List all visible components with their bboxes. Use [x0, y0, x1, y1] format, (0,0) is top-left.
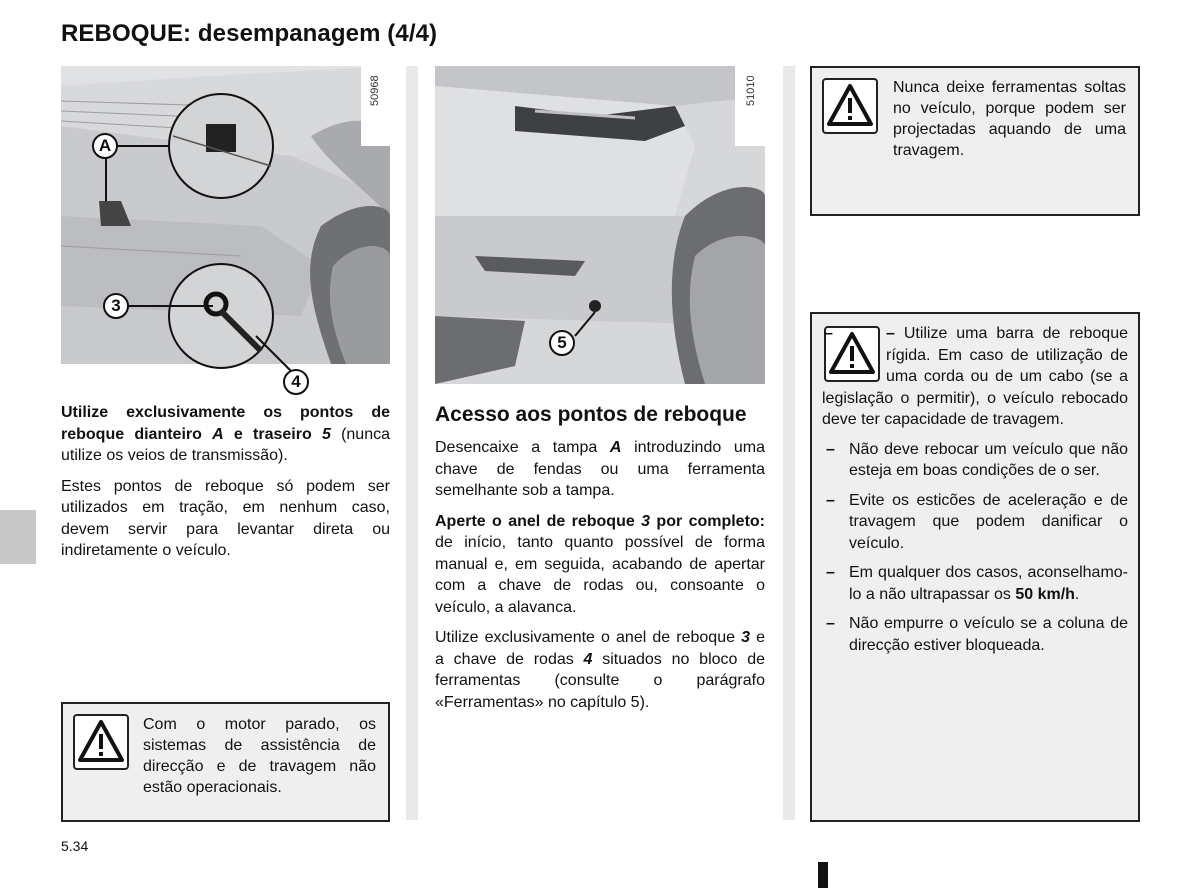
text-run: 3 [641, 512, 651, 530]
column-separator [783, 66, 795, 820]
page-number: 5.34 [61, 838, 89, 854]
text-run: A [609, 439, 622, 456]
list-item: – Não empurre o veículo se a coluna de direcção estiver bloqueada. [824, 613, 1128, 656]
section-heading: Acesso aos pontos de reboque [435, 403, 747, 426]
text-run: (nunca utilize os veios de transmissão). [61, 425, 390, 464]
figure-label-a: A [92, 133, 118, 159]
text-run: Aperte o anel de reboque [435, 512, 642, 530]
section-tab [0, 510, 36, 564]
tighten-paragraph [435, 511, 765, 619]
text-run: . [1074, 585, 1080, 603]
warning-box-loose-tools [810, 66, 1140, 216]
front-tow-figure [61, 66, 390, 391]
intro-paragraph [61, 402, 390, 467]
figure-number: 50968 [369, 75, 381, 106]
text-run: introduzindo uma chave de fendas ou uma ferramenta semelhante sob a tampa. [435, 439, 765, 499]
text-run: Utilize uma barra de reboque rígida. Em caso de utilização de uma corda ou de um cabo (se a legislação o permitir), o veículo rebocado deve ter capacidade de travagem. [822, 325, 1128, 428]
list-item: – Evite os esticões de aceleração e de travagem que podem danificar o veículo. [824, 490, 1128, 555]
text-run: Desencaixe a tampa [435, 439, 610, 456]
middle-column-text [435, 402, 765, 722]
left-column-text [61, 402, 390, 571]
text-run: situados no bloco de ferramentas (consulte o parágrafo «Ferramentas» no capítulo 5). [435, 650, 765, 711]
traction-paragraph: Estes pontos de reboque só podem ser utilizados em tração, em nenhum caso, devem servir para levantar direta ou indiretamente o veículo. [61, 477, 390, 559]
figure-label-4: 4 [283, 369, 309, 395]
list-item: – – Utilize uma barra de reboque rígida. Em caso de utilização de uma corda ou de um cabo (se a legislação o permitir), o veículo rebocado deve ter capacidade de travagem. [822, 323, 1128, 431]
warning-box-towing-rules [810, 312, 1140, 822]
text-run: e a chave de rodas [435, 629, 766, 668]
figure-label-3: 3 [103, 293, 129, 319]
text-run: Utilize exclusivamente os pontos de reboque dianteiro [61, 404, 390, 443]
tools-paragraph [435, 627, 765, 713]
text-run: 5 [321, 425, 331, 443]
text-run: 4 [583, 650, 593, 668]
warning-icon [73, 714, 129, 770]
warning-text: Nunca deixe ferramentas soltas no veículo, porque podem ser projectadas aquando de uma travagem. [893, 79, 1126, 159]
warning-box-engine-off [61, 702, 390, 822]
page-marker [818, 862, 828, 888]
front-car-illustration [61, 66, 390, 364]
figure-number: 51010 [745, 75, 757, 106]
page-title: REBOQUE: desempanagem (4/4) [61, 20, 438, 47]
warning-icon [822, 78, 878, 134]
text-run: 50 km/h [1015, 585, 1075, 603]
towing-rules-list [824, 323, 1128, 664]
figure-label-5: 5 [549, 330, 575, 356]
text-run: e traseiro [223, 425, 322, 443]
access-paragraph [435, 437, 765, 502]
column-separator [406, 66, 418, 820]
text-run: A [212, 425, 224, 443]
list-item [824, 562, 1128, 605]
text-run: Utilize exclusivamente o anel de reboque [435, 629, 742, 646]
text-run: por completo: [650, 512, 766, 530]
text-run: de início, tanto quanto possível de forma manual e, em seguida, acabando de apertar com a chave de rodas ou, consoante o veículo, a alavanca. [435, 534, 765, 616]
text-run: Em qualquer dos casos, aconselhamo-lo a não ultrapassar os [849, 564, 1128, 603]
list-item: – Não deve rebocar um veículo que não esteja em boas condições de o ser. [824, 439, 1128, 482]
text-run: 3 [741, 629, 751, 646]
rear-tow-figure [435, 66, 765, 384]
warning-text: Com o motor parado, os sistemas de assistência de direcção e de travagem não estão operacionais. [143, 716, 376, 796]
rear-car-illustration [435, 66, 765, 384]
